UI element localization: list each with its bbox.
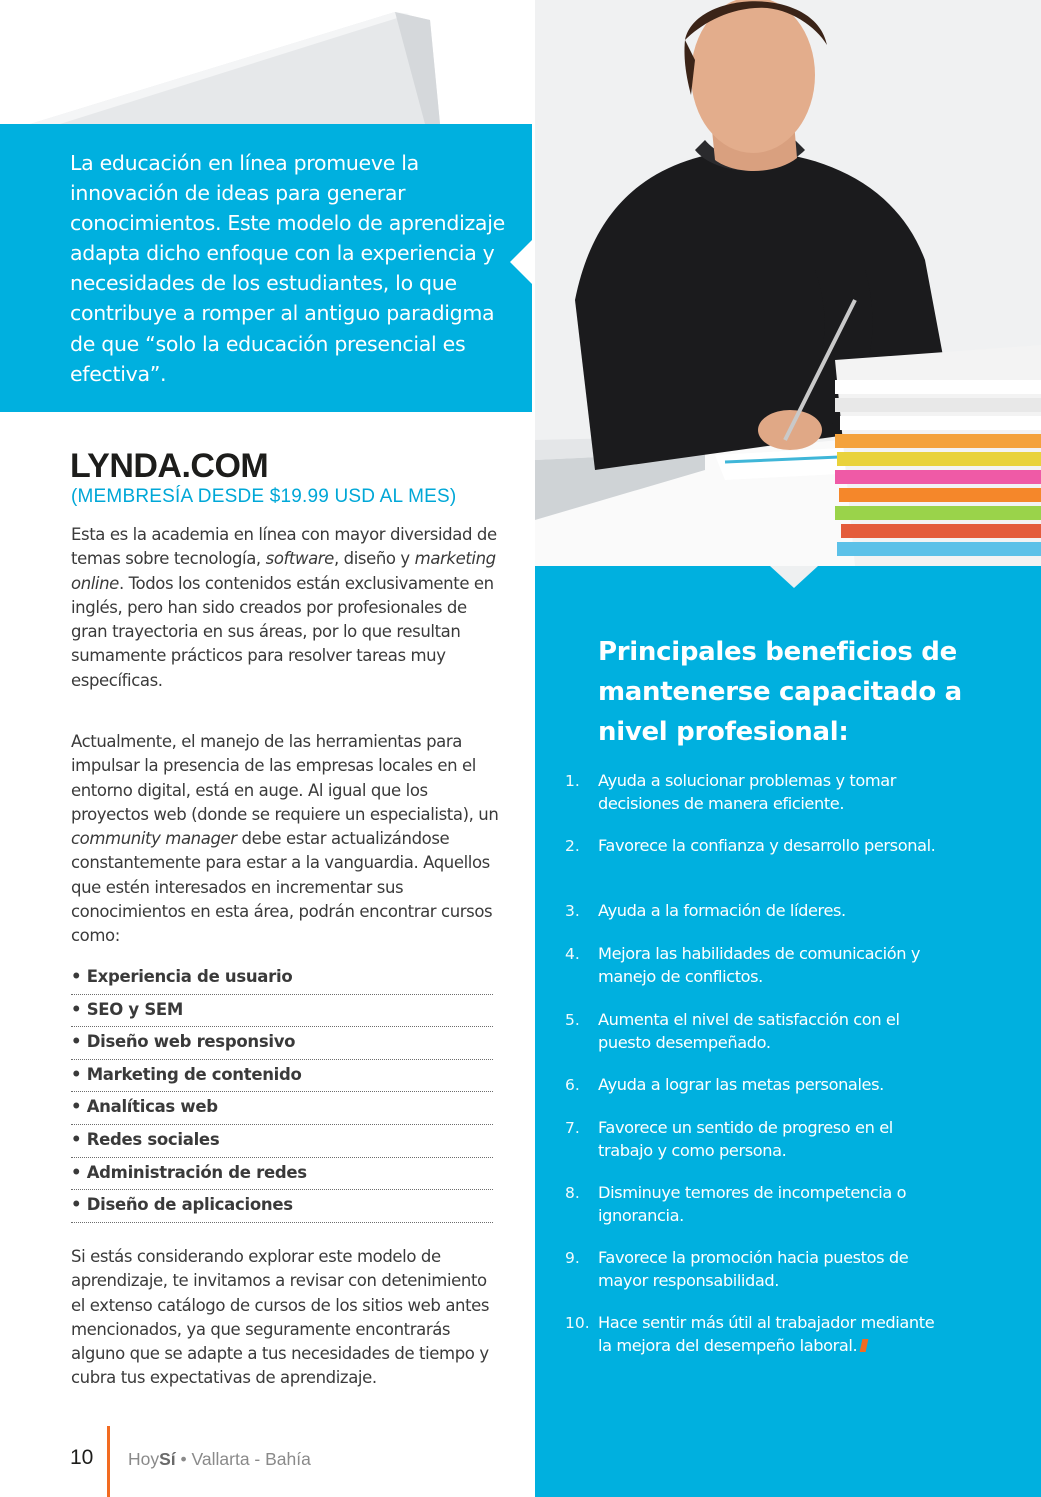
list-item: • Redes sociales bbox=[71, 1125, 493, 1158]
benefit-text: Favorece la promoción hacia puestos de mayor responsabilidad. bbox=[598, 1248, 909, 1290]
quote-box-notch bbox=[510, 238, 534, 286]
benefit-text: Favorece la confianza y desarrollo personal. bbox=[598, 836, 936, 855]
list-item: • Administración de redes bbox=[71, 1158, 493, 1191]
footer-divider bbox=[107, 1426, 110, 1497]
section-title-lynda: LYNDA.COM bbox=[70, 447, 269, 485]
benefit-text: Mejora las habilidades de comunicación y manejo de conflictos. bbox=[598, 944, 921, 986]
benefit-number: 9. bbox=[565, 1249, 580, 1267]
laptop-corner-decoration bbox=[0, 0, 535, 130]
benefit-number: 8. bbox=[565, 1184, 580, 1202]
student-writing-photo bbox=[535, 0, 1041, 566]
benefit-text: Favorece un sentido de progreso en el trabajo y como persona. bbox=[598, 1118, 893, 1160]
list-item: • Experiencia de usuario bbox=[71, 962, 493, 995]
benefit-number: 1. bbox=[565, 772, 580, 790]
benefit-text: Hace sentir más útil al trabajador mediante la mejora del desempeño laboral. bbox=[598, 1313, 935, 1355]
benefit-number: 6. bbox=[565, 1076, 580, 1094]
list-item: • Diseño de aplicaciones bbox=[71, 1190, 493, 1223]
benefit-text: Ayuda a la formación de líderes. bbox=[598, 901, 846, 920]
article-end-mark-icon bbox=[860, 1339, 869, 1352]
page-number: 10 bbox=[70, 1446, 94, 1469]
benefit-text: Aumenta el nivel de satisfacción con el puesto desempeñado. bbox=[598, 1010, 900, 1052]
paragraph-intro: Esta es la academia en línea con mayor diversidad de temas sobre tecnología, software, diseño y marketing online. Todos los contenidos están exclusivamente en inglés, pero han sido creados por profesionales de gran trayectoria en sus áreas, por lo que resultan sumamente prácticos para resolver tareas muy específicas. bbox=[71, 525, 497, 690]
benefit-number: 5. bbox=[565, 1011, 580, 1029]
benefit-number: 4. bbox=[565, 945, 580, 963]
section-subtitle-lynda: (MEMBRESÍA DESDE $19.99 USD AL MES) bbox=[71, 486, 457, 507]
paragraph-community-manager: Actualmente, el manejo de las herramientas para impulsar la presencia de las empresas locales en el entorno digital, está en auge. Al igual que los proyectos web (donde se requiere un especialista), un community manager debe estar actualizándose constantemente para estar a la vanguardia. Aquellos que estén interesados en incrementar sus conocimientos en esta área, podrán encontrar cursos como: bbox=[71, 732, 499, 946]
benefit-number: 2. bbox=[565, 837, 580, 855]
list-item: • Analíticas web bbox=[71, 1092, 493, 1125]
benefit-text: Ayuda a solucionar problemas y tomar decisiones de manera eficiente. bbox=[598, 771, 896, 813]
benefits-panel-notch bbox=[770, 566, 818, 588]
course-list bbox=[71, 962, 493, 1223]
benefits-title: Principales beneficios de mantenerse capacitado a nivel profesional: bbox=[598, 637, 962, 747]
list-item: • Marketing de contenido bbox=[71, 1060, 493, 1093]
benefit-text: Disminuye temores de incompetencia o ignorancia. bbox=[598, 1183, 907, 1225]
publication-name: HoySí • Vallarta - Bahía bbox=[128, 1449, 311, 1469]
quote-text: La educación en línea promueve la innovación de ideas para generar conocimientos. Este modelo de aprendizaje adapta dicho enfoque con la experiencia y necesidades de los estudiantes, lo que contribuye a romper al antiguo paradigma de que “solo la educación presencial es efectiva”. bbox=[70, 151, 505, 386]
benefit-number: 10. bbox=[565, 1314, 590, 1332]
paragraph-closing: Si estás considerando explorar este modelo de aprendizaje, te invitamos a revisar con detenimiento el extenso catálogo de cursos de los sitios web antes mencionados, ya que seguramente encontrarás alguno que se adapte a tus necesidades de tiempo y cubra tus expectativas de aprendizaje. bbox=[71, 1247, 490, 1388]
benefit-text: Ayuda a lograr las metas personales. bbox=[598, 1075, 884, 1094]
benefit-number: 7. bbox=[565, 1119, 580, 1137]
list-item: • Diseño web responsivo bbox=[71, 1027, 493, 1060]
list-item: • SEO y SEM bbox=[71, 995, 493, 1028]
benefit-number: 3. bbox=[565, 902, 580, 920]
